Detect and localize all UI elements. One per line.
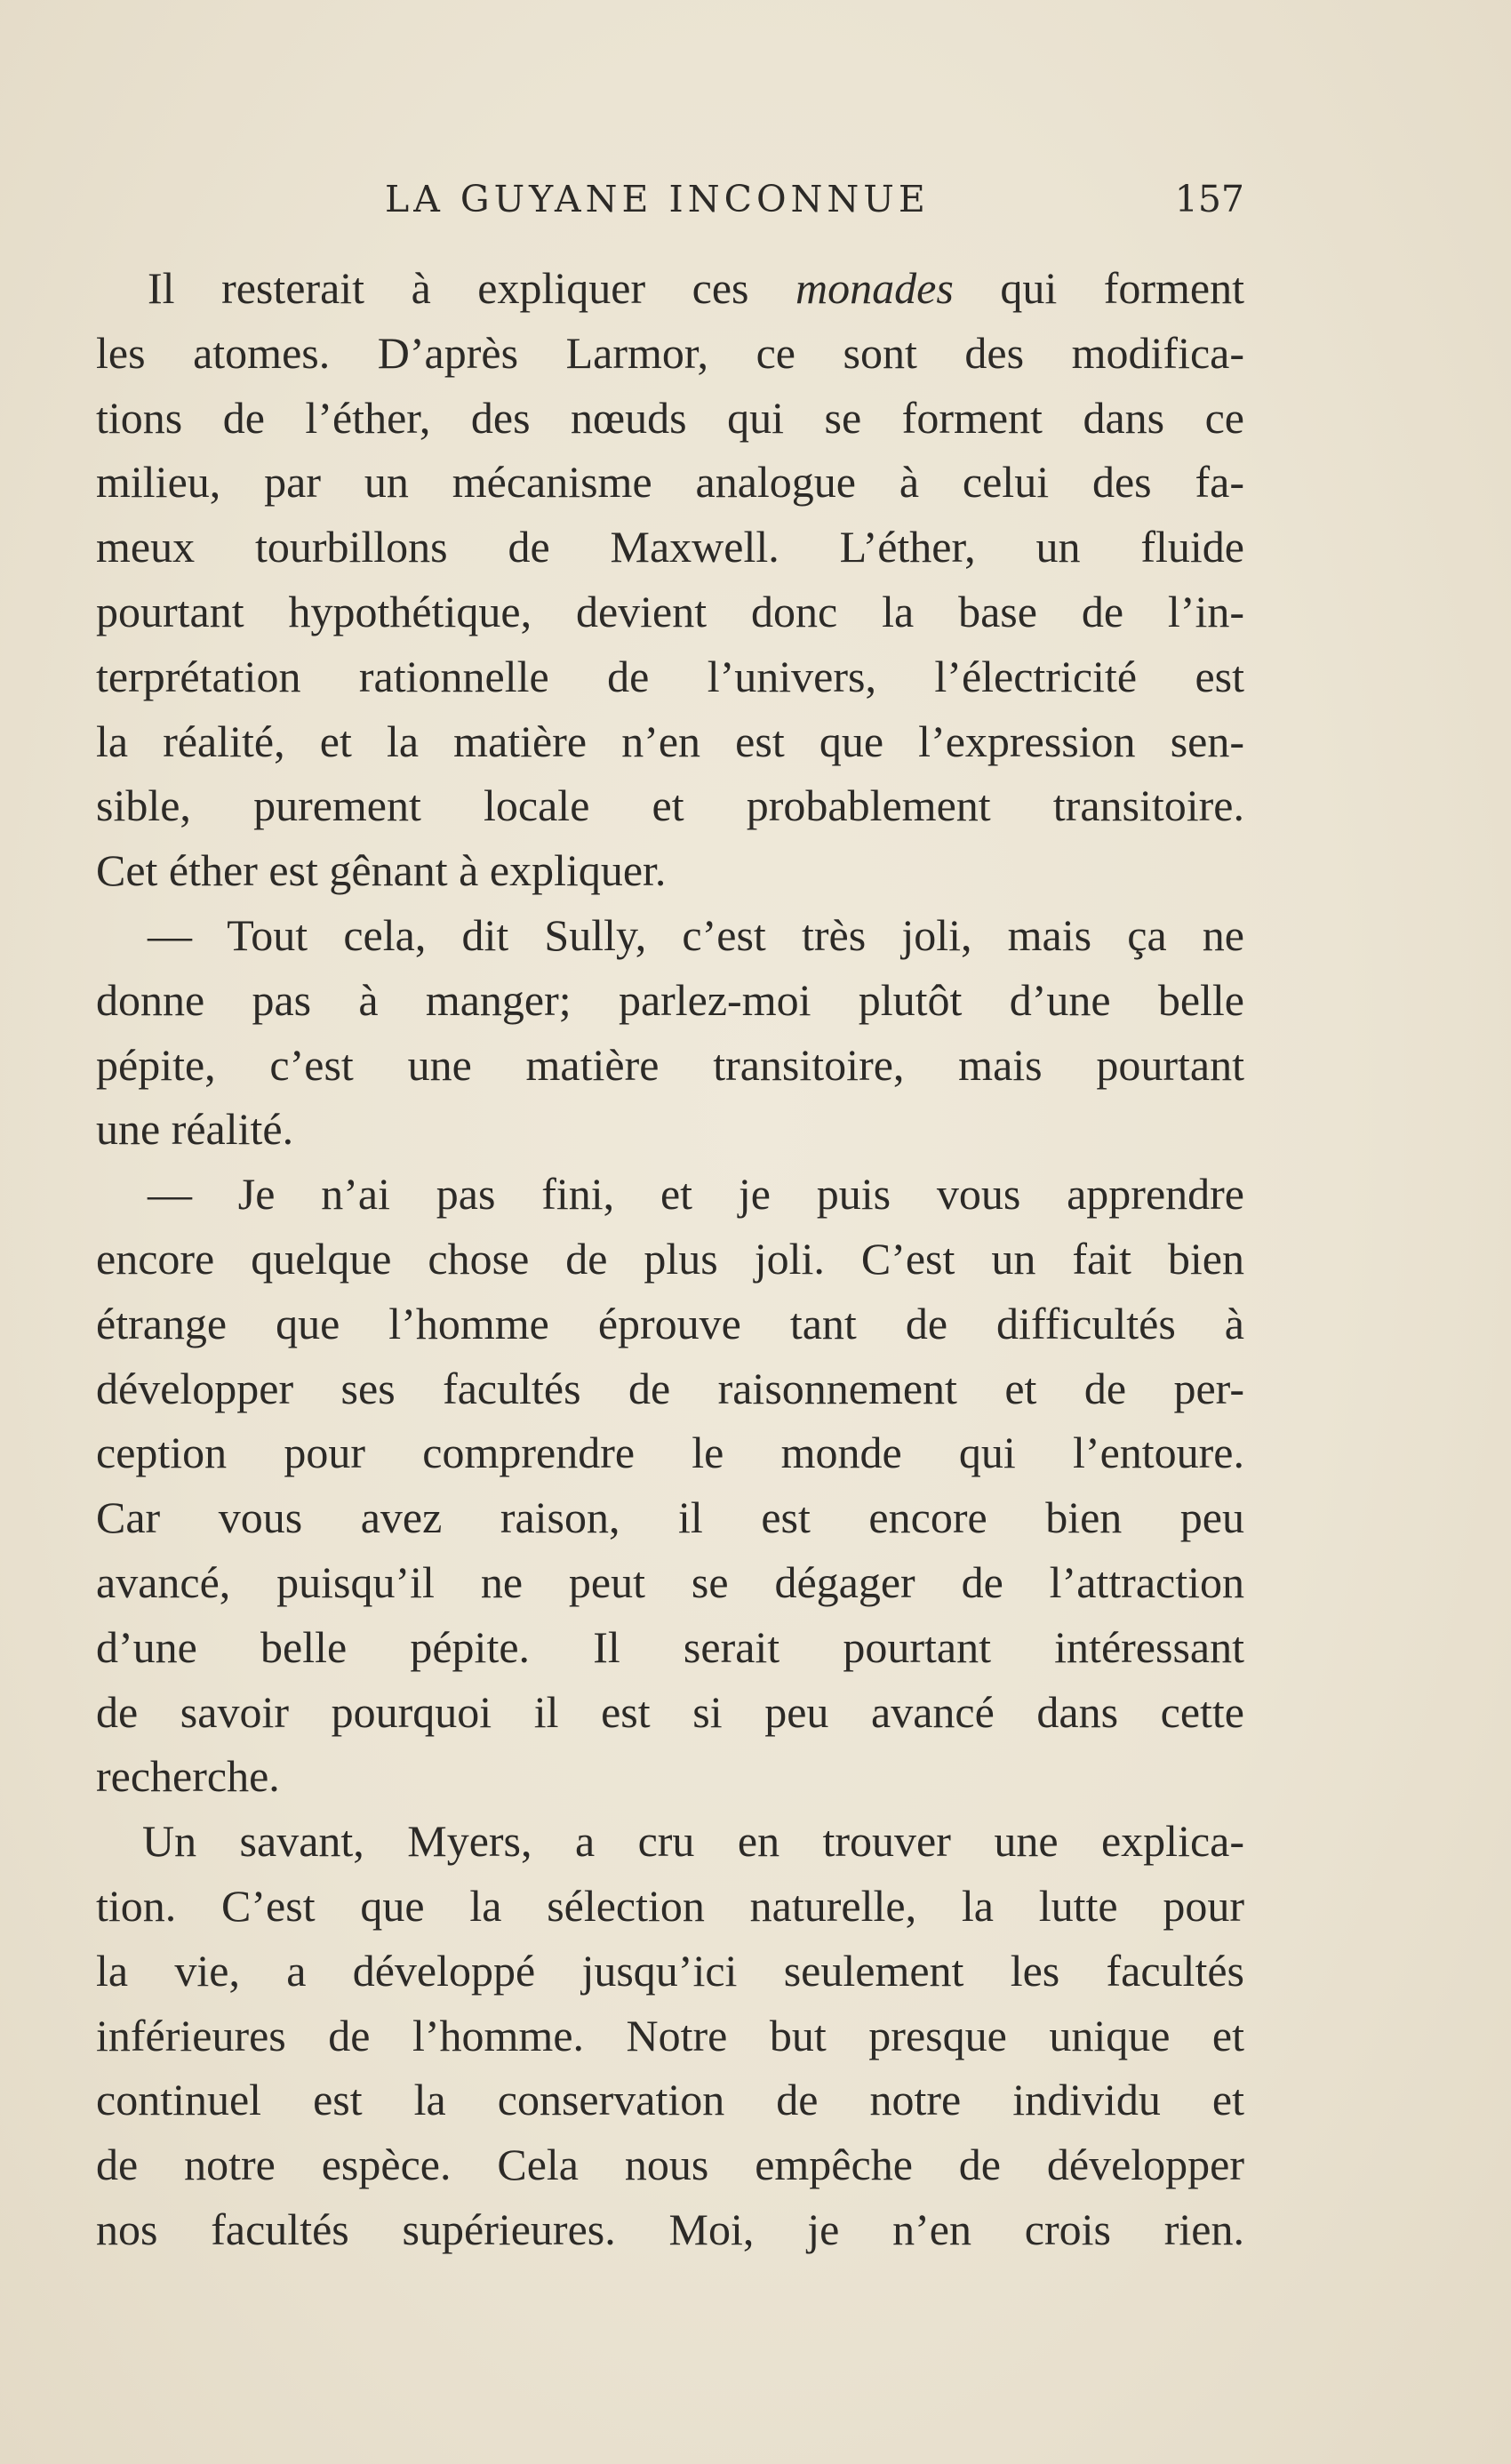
text-line: Un savant, Myers, a cru en trouver une explica- (142, 1816, 1244, 1867)
paragraph-sully (96, 903, 1244, 1162)
paragraph-monades (96, 256, 1244, 903)
text-line: milieu, par un mécanisme analogue à celui des fa- (96, 457, 1244, 508)
text-line: d’une belle pépite. Il serait pourtant intéressant (96, 1621, 1244, 1672)
text-line: nos facultés supérieures. Moi, je n’en crois rien. (96, 2204, 1244, 2254)
text-line: de savoir pourquoi il est si peu avancé dans cette (96, 1686, 1244, 1737)
text-line: continuel est la conservation de notre individu et (96, 2075, 1244, 2125)
italic-word: monades (795, 263, 954, 313)
page-header (96, 174, 1244, 224)
text-line: terprétation rationnelle de l’univers, l’électricité est (96, 651, 1244, 701)
text-line: avancé, puisqu’il ne peut se dégager de l’attraction (96, 1556, 1244, 1607)
text-line: — Tout cela, dit Sully, c’est très joli, mais ça ne (148, 909, 1244, 960)
text-segment: qui forment (953, 263, 1245, 313)
page-number: 157 (1174, 178, 1244, 220)
text-segment: Il resterait à expliquer ces (148, 263, 796, 313)
text-line: meux tourbillons de Maxwell. L’éther, un fluide (96, 522, 1244, 572)
text-line (96, 256, 1244, 321)
text-line: tion. C’est que la sélection naturelle, la lutte pour (96, 1880, 1244, 1931)
text-line: donne pas à manger; parlez-moi plutôt d’une belle (96, 974, 1244, 1025)
text-line: pépite, c’est une matière transitoire, mais pourtant (96, 1039, 1244, 1090)
text-line: développer ses facultés de raisonnement et de per- (96, 1363, 1244, 1413)
text-line: pourtant hypothétique, devient donc la base de l’in- (96, 586, 1244, 636)
text-line: étrange que l’homme éprouve tant de difficultés à (96, 1298, 1244, 1348)
text-line: la réalité, et la matière n’en est que l’expression sen- (96, 716, 1244, 766)
text-line: une réalité. (96, 1104, 294, 1155)
text-line: recherche. (96, 1751, 280, 1802)
page-body (96, 256, 1244, 2262)
paragraph-myers (96, 1809, 1244, 2262)
text-line: de notre espèce. Cela nous empêche de développer (96, 2140, 1244, 2190)
text-line: inférieures de l’homme. Notre but presque unique et (96, 2010, 1244, 2060)
text-line: tions de l’éther, des nœuds qui se forment dans ce (96, 392, 1244, 443)
text-line: Car vous avez raison, il est encore bien peu (96, 1492, 1244, 1543)
text-line: — Je n’ai pas fini, et je puis vous apprendre (148, 1169, 1244, 1220)
running-title: LA GUYANE INCONNUE (385, 178, 930, 220)
text-line: la vie, a développé jusqu’ici seulement les facultés (96, 1945, 1244, 1996)
text-line: sible, purement locale et probablement transitoire. (96, 780, 1244, 831)
text-line: Cet éther est gênant à expliquer. (96, 845, 667, 896)
paragraph-reply (96, 1162, 1244, 1809)
text-line: encore quelque chose de plus joli. C’est un fait bien (96, 1233, 1244, 1284)
text-line: les atomes. D’après Larmor, ce sont des modifica- (96, 327, 1244, 378)
text-line: ception pour comprendre le monde qui l’entoure. (96, 1428, 1244, 1478)
